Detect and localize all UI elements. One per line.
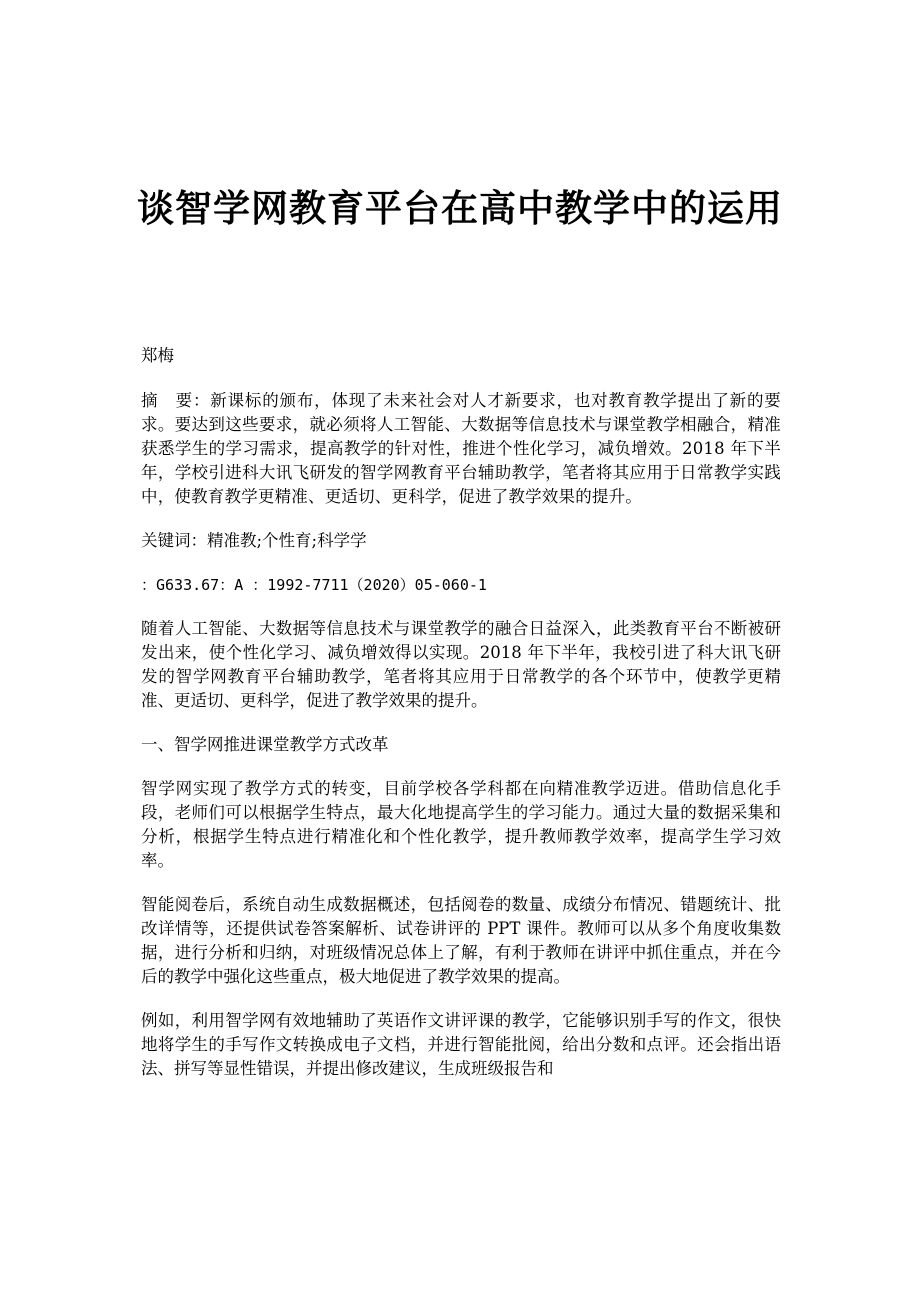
document-body: [141, 344, 781, 1101]
abstract-label: 摘 要：: [141, 391, 211, 410]
body-paragraph: 智学网实现了教学方式的转变，目前学校各学科都在向精准教学迈进。借助信息化手段，老师们可以根据学生特点，最大化地提高学生的学习能力。通过大量的数据采集和分析，根据学生特点进行精准化和个性化教学，提升教师教学效率，提高学生学习效率。: [141, 779, 781, 870]
author-name: 郑梅: [141, 346, 174, 365]
section-heading: 一、智学网推进课堂教学方式改革: [141, 735, 389, 754]
body-paragraph: 例如，利用智学网有效地辅助了英语作文讲评课的教学，它能够识别手写的作文，很快地将学生的手写作文转换成电子文档，并进行智能批阅，给出分数和点评。还会指出语法、拼写等显性错误，并提出修改建议，生成班级报告和: [141, 1011, 781, 1078]
classification-line: ：G633.67：A ：1992-7711（2020）05-060-1: [141, 576, 487, 594]
keywords-label: 关键词：: [141, 531, 207, 550]
keywords-text: 精准教;个性育;科学学: [207, 531, 367, 550]
body-paragraph: 智能阅卷后，系统自动生成数据概述，包括阅卷的数量、成绩分布情况、错题统计、批改详情等，还提供试卷答案解析、试卷讲评的 PPT 课件。教师可以从多个角度收集数据，进行分析和归纳，对班级情况总体上了解，有利于教师在讲评中抓住重点，并在今后的教学中强化这些重点，极大地促进了教学效果的提高。: [141, 895, 781, 986]
abstract-text: 新课标的颁布，体现了未来社会对人才新要求，也对教育教学提出了新的要求。要达到这些要求，就必须将人工智能、大数据等信息技术与课堂教学相融合，精准获悉学生的学习需求，提高教学的针对性，推进个性化学习，减负增效。2018 年下半年，学校引进科大讯飞研发的智学网教育平台辅助教学，笔者将其应用于日常教学实践中，使教育教学更精准、更适切、更科学，促进了教学效果的提升。: [141, 391, 781, 506]
keywords-line: [141, 529, 781, 553]
intro-paragraph: 随着人工智能、大数据等信息技术与课堂教学的融合日益深入，此类教育平台不断被研发出来，使个性化学习、减负增效得以实现。2018 年下半年，我校引进了科大讯飞研发的智学网教育平台辅助教学，笔者将其应用于日常教学的各个环节中，使教学更精准、更适切、更科学，促进了教学效果的提升。: [141, 619, 781, 710]
document-title: 谈智学网教育平台在高中教学中的运用: [137, 186, 783, 230]
abstract-paragraph: [141, 389, 781, 509]
